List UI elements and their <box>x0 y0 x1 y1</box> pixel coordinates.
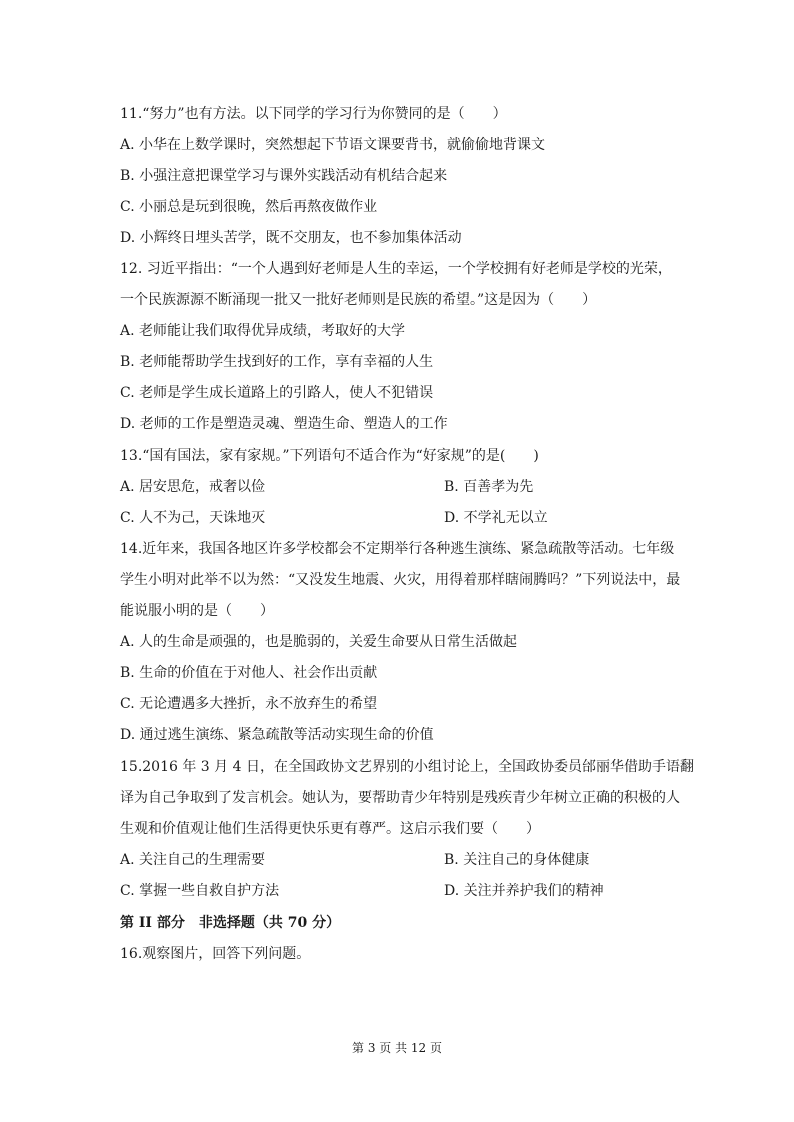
q14-stem-line-2: 学生小明对此举不以为然：“又没发生地震、火灾，用得着那样瞎闹腾吗？”下列说法中，最 <box>120 572 681 588</box>
q14-option-a: A. 人的生命是顽强的，也是脆弱的，关爱生命要从日常生活做起 <box>120 634 518 650</box>
q14-option-d: D. 通过逃生演练、紧急疏散等活动实现生命的价值 <box>120 727 434 743</box>
q14-stem-line-3: 能说服小明的是（ ） <box>120 603 274 619</box>
q16-stem: 16.观察图片，回答下列问题。 <box>120 946 311 962</box>
q12-option-b: B. 老师能帮助学生找到好的工作，享有幸福的人生 <box>120 354 434 370</box>
q12-option-a: A. 老师能让我们取得优异成绩，考取好的大学 <box>120 323 406 339</box>
q13-option-a: A. 居安思危，戒奢以俭 <box>120 479 266 495</box>
q15-stem-line-1: 15.2016 年 3 月 4 日，在全国政协文艺界别的小组讨论上，全国政协委员邰丽华借助手语翻 <box>120 759 694 775</box>
q12-stem-line-1: 12. 习近平指出：“一个人遇到好老师是人生的幸运，一个学校拥有好老师是学校的光荣， <box>120 261 672 277</box>
q14-option-b: B. 生命的价值在于对他人、社会作出贡献 <box>120 665 378 681</box>
q13-option-b: B. 百善孝为先 <box>444 479 534 495</box>
q15-option-d: D. 关注并养护我们的精神 <box>444 883 604 899</box>
q15-option-c: C. 掌握一些自救自护方法 <box>120 883 280 899</box>
q14-stem-line-1: 14.近年来，我国各地区许多学校都会不定期举行各种逃生演练、紧急疏散等活动。七年级 <box>120 541 675 557</box>
q13-option-d: D. 不学礼无以立 <box>444 510 548 526</box>
q12-option-c: C. 老师是学生成长道路上的引路人，使人不犯错误 <box>120 385 434 401</box>
q12-stem-line-2: 一个民族源源不断涌现一批又一批好老师则是民族的希望。”这是因为（ ） <box>120 292 597 308</box>
q11-option-a: A. 小华在上数学课时，突然想起下节语文课要背书，就偷偷地背课文 <box>120 137 546 153</box>
q14-option-c: C. 无论遭遇多大挫折，永不放弃生的希望 <box>120 696 378 712</box>
q11-option-c: C. 小丽总是玩到很晚，然后再熬夜做作业 <box>120 199 378 215</box>
q11-option-b: B. 小强注意把课堂学习与课外实践活动有机结合起来 <box>120 168 448 184</box>
q13-stem: 13.“国有国法，家有家规。”下列语句不适合作为“好家规”的是( ) <box>120 448 539 464</box>
q12-option-d: D. 老师的工作是塑造灵魂、塑造生命、塑造人的工作 <box>120 416 448 432</box>
q15-option-b: B. 关注自己的身体健康 <box>444 852 590 868</box>
page-number-footer: 第 3 页 共 12 页 <box>352 1041 442 1055</box>
q11-option-d: D. 小辉终日埋头苦学，既不交朋友，也不参加集体活动 <box>120 230 462 246</box>
section-2-title: 第 II 部分 非选择题（共 70 分） <box>120 915 341 931</box>
q15-stem-line-3: 生观和价值观让他们生活得更快乐更有尊严。这启示我们要（ ） <box>120 821 540 837</box>
q15-stem-line-2: 译为自己争取到了发言机会。她认为，要帮助青少年特别是残疾青少年树立正确的积极的人 <box>120 790 680 806</box>
q11-stem: 11.“努力”也有方法。以下同学的学习行为你赞同的是（ ） <box>120 106 507 122</box>
q15-option-a: A. 关注自己的生理需要 <box>120 852 266 868</box>
q13-option-c: C. 人不为己，天诛地灭 <box>120 510 266 526</box>
